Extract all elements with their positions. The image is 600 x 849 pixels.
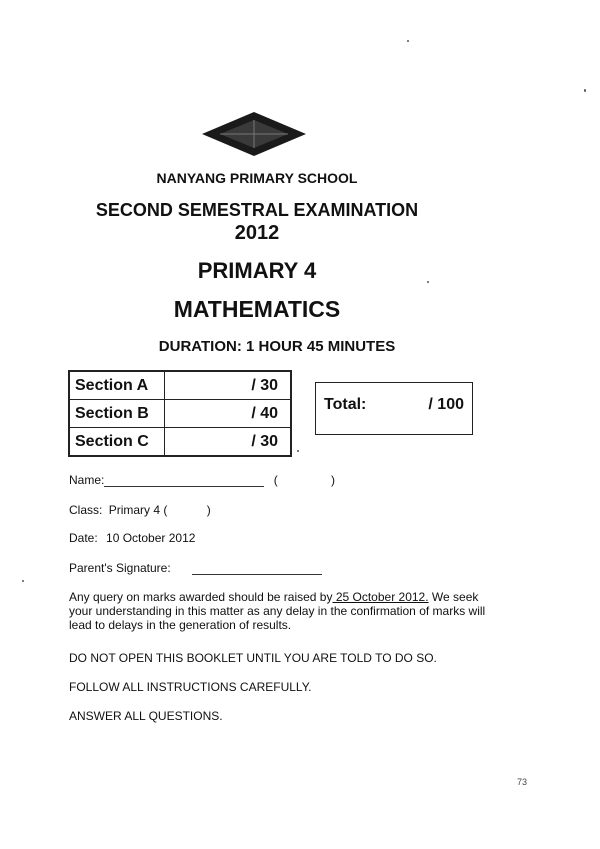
class-label: Class:	[69, 503, 103, 517]
class-value: Primary 4 (	[108, 503, 168, 517]
section-score: / 30	[165, 371, 292, 400]
section-name: Section A	[69, 371, 165, 400]
exam-title: SECOND SEMESTRAL EXAMINATION	[95, 200, 419, 220]
signature-field	[69, 561, 322, 575]
section-row	[69, 371, 291, 400]
scan-speck	[22, 580, 24, 582]
section-name: Section B	[69, 400, 165, 428]
total-box	[315, 382, 473, 435]
section-name: Section C	[69, 428, 165, 457]
instruction-item: DO NOT OPEN THIS BOOKLET UNTIL YOU ARE TOLD TO DO SO.	[69, 651, 437, 665]
index-close-paren: )	[331, 473, 336, 487]
scan-speck	[297, 450, 299, 452]
notice-deadline: 25 October 2012.	[332, 590, 429, 604]
instruction-item: ANSWER ALL QUESTIONS.	[69, 709, 223, 723]
section-score: / 30	[165, 428, 292, 457]
index-open-paren: (	[273, 473, 278, 487]
date-value: 10 October 2012	[106, 531, 196, 545]
instruction-item: FOLLOW ALL INSTRUCTIONS CAREFULLY.	[69, 680, 312, 694]
subject-title: MATHEMATICS	[173, 296, 341, 322]
section-score: / 40	[165, 400, 292, 428]
notice-text-start: Any query on marks awarded should be raised by	[69, 590, 333, 604]
exam-year: 2012	[234, 222, 280, 244]
total-label: Total:	[324, 396, 367, 413]
section-score-table	[68, 370, 292, 457]
duration: DURATION: 1 HOUR 45 MINUTES	[158, 338, 396, 355]
date-field	[69, 531, 195, 545]
signature-line[interactable]	[192, 562, 322, 575]
scan-speck	[407, 40, 409, 42]
signature-label: Parent's Signature:	[69, 561, 171, 575]
name-line[interactable]	[104, 474, 264, 487]
school-logo	[200, 110, 308, 158]
total-value: / 100	[428, 396, 464, 413]
section-row	[69, 428, 291, 457]
class-close-paren: )	[206, 503, 211, 517]
date-label: Date:	[69, 531, 98, 545]
query-notice	[69, 590, 489, 632]
notice-text-end: We seek your understanding in this matter as any delay in the confirmation of marks will lead to delays in the generation of results.	[69, 590, 486, 632]
level-title: PRIMARY 4	[197, 258, 317, 283]
class-field	[69, 503, 211, 517]
scan-speck	[427, 281, 429, 283]
name-field	[69, 473, 335, 487]
page-mark: 73	[517, 777, 528, 787]
section-row	[69, 400, 291, 428]
name-label: Name:	[69, 473, 105, 487]
scan-speck	[584, 89, 586, 92]
school-name: NANYANG PRIMARY SCHOOL	[156, 170, 358, 186]
